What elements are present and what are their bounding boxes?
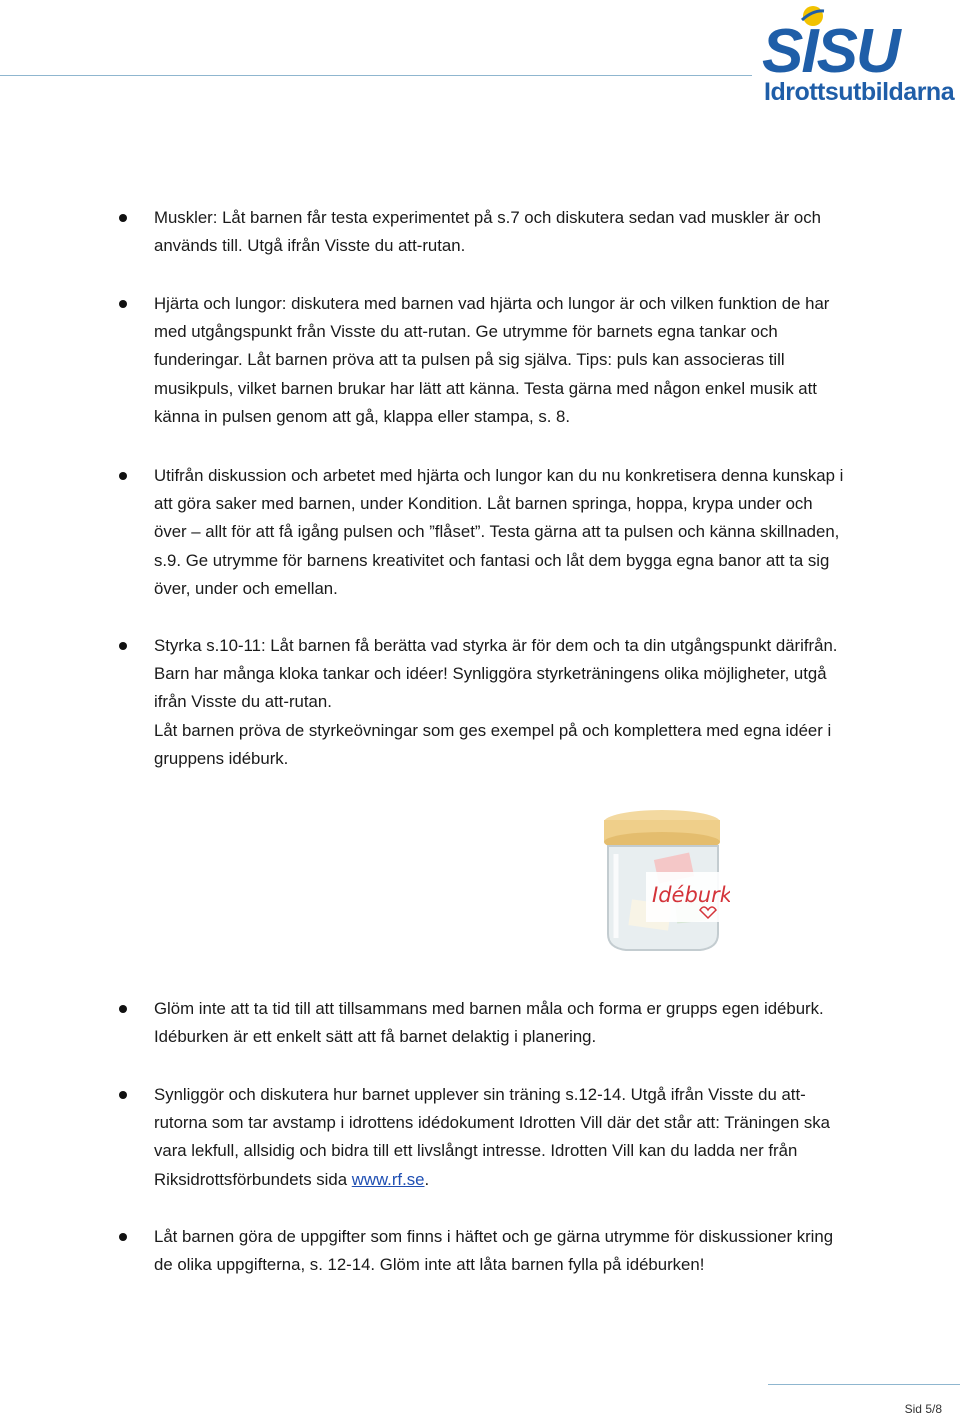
list-item: [154, 632, 844, 773]
list-item: [154, 204, 844, 260]
list-item: [154, 1081, 844, 1194]
idea-jar-illustration: [596, 806, 730, 954]
bullet-icon: [119, 642, 127, 650]
item-text: Låt barnen göra de uppgifter som finns i häftet och ge gärna utrymme för diskussioner kring de olika uppgifterna, s. 12-14. Glöm inte att låta barnen fylla på idéburken!: [154, 1227, 834, 1275]
item-text: Styrka s.10-11: Låt barnen få berätta vad styrka är för dem och ta din utgångspunkt därifrån. Barn har många kloka tankar och idéer! Synliggöra styrketräningens olika möjligheter, utgå ifrån Visste du att-rutan.: [154, 636, 838, 712]
item-text: [154, 1081, 844, 1194]
rf-link[interactable]: www.rf.se: [351, 1169, 425, 1189]
bullet-icon: [119, 214, 127, 222]
logo-subtitle: Idrottsutbildarna: [764, 78, 955, 106]
jar-icon: [596, 806, 730, 954]
footer-rule: [768, 1384, 960, 1385]
jar-label: Idéburk: [652, 883, 730, 907]
item-text: Glöm inte att ta tid till att tillsammans med barnen måla och forma er grupps egen idéburk. Idéburken är ett enkelt sätt att få barnet delaktig i planering.: [154, 999, 824, 1047]
logo-wordmark: SISU: [762, 17, 899, 82]
bullet-icon: [119, 1005, 127, 1013]
list-item: [154, 995, 844, 1051]
item-text: Hjärta och lungor: diskutera med barnen vad hjärta och lungor är och vilken funktion de har med utgångspunkt från Visste du att-rutan. Ge utrymme för barnets egna tankar och funderingar. Låt barnen pröva att ta pulsen på sig själva. Tips: puls kan associeras till musikpuls, vilket barnen brukar har lätt att känna. Testa gärna med någon enkel musik att känna in pulsen genom att gå, klappa eller stampa, s. 8.: [154, 294, 830, 426]
list-item: [154, 462, 844, 603]
header-rule: [0, 75, 752, 76]
list-item: [154, 1223, 844, 1279]
list-item: [154, 290, 844, 431]
item-text-after-link: .: [424, 1169, 430, 1189]
sisu-logo-mark: [760, 2, 960, 82]
item-text-continued: Låt barnen pröva de styrkeövningar som ges exempel på och komplettera med egna idéer i gruppens idéburk.: [154, 720, 832, 768]
page-number: Sid 5/8: [904, 1402, 942, 1416]
item-text: Muskler: Låt barnen får testa experimentet på s.7 och diskutera sedan vad muskler är och används till. Utgå ifrån Visste du att-rutan.: [154, 208, 821, 256]
bullet-icon: [119, 300, 127, 308]
bullet-icon: [119, 472, 127, 480]
sisu-logo: [760, 2, 960, 112]
bullet-icon: [119, 1233, 127, 1241]
item-text-before-link: Synliggör och diskutera hur barnet upplever sin träning s.12-14. Utgå ifrån Visste du att-rutorna som tar avstamp i idrottens idédokument Idrotten Vill där det står att: Träningen ska vara lekfull, allsidig och bidra till ett livslångt intresse. Idrotten Vill kan du ladda ner från Riksidrottsförbundets sida: [154, 1085, 830, 1189]
bullet-icon: [119, 1091, 127, 1099]
item-text: Utifrån diskussion och arbetet med hjärta och lungor kan du nu konkretisera denna kunskap i att göra saker med barnen, under Kondition. Låt barnen springa, hoppa, krypa under och över – allt för att få igång pulsen och ”flåset”. Testa gärna att ta pulsen och känna skillnaden, s.9. Ge utrymme för barnens kreativitet och fantasi och låt dem bygga egna banor att ta sig över, under och emellan.: [154, 466, 844, 598]
